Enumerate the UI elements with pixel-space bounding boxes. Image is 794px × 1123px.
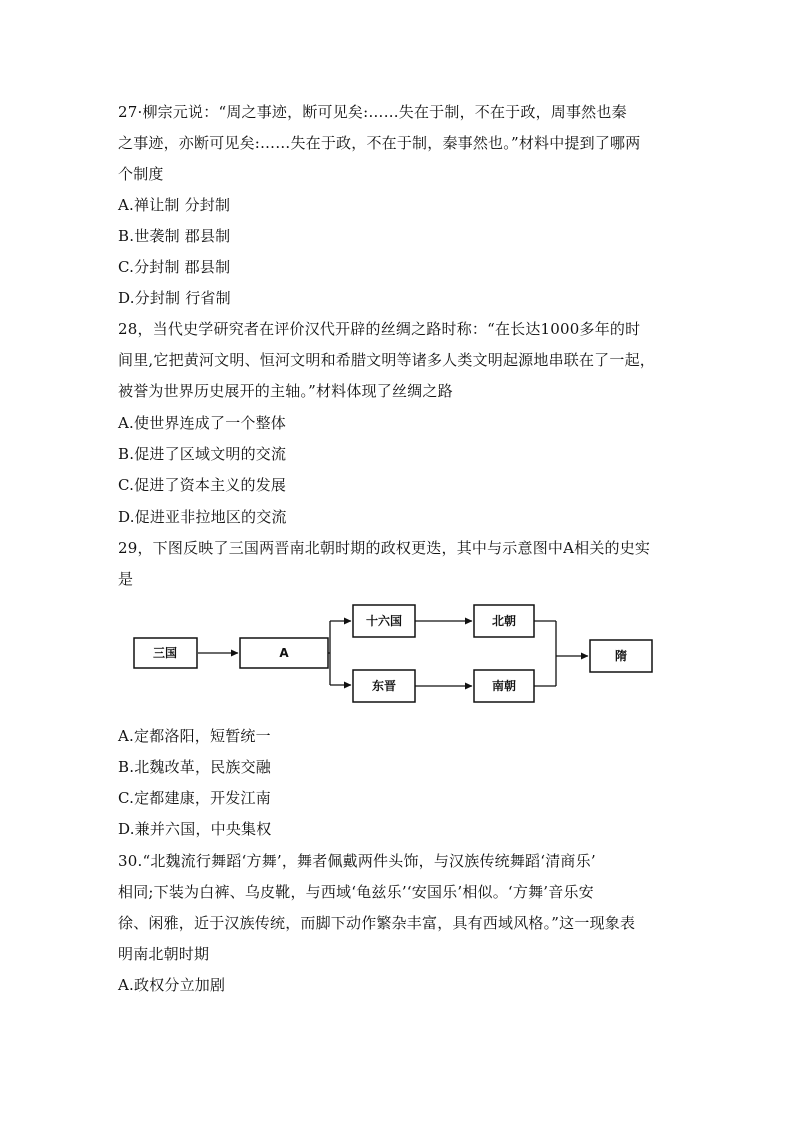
node-shiliuguo-label: 十六国 — [365, 614, 403, 628]
node-dongjin-label: 东晋 — [371, 679, 397, 693]
regime-change-diagram — [110, 596, 670, 714]
q30-option-a: A.政权分立加剧 — [118, 976, 226, 994]
q29-option-a: A.定都洛阳，短暂统一 — [118, 727, 271, 745]
q27-stem-line-3: 个制度 — [118, 165, 164, 183]
node-sanguo-label: 三国 — [152, 646, 178, 660]
node-nanchao-label: 南朝 — [491, 679, 517, 693]
node-sui-label: 隋 — [614, 649, 628, 663]
q27-stem-line-1: 27·柳宗元说：“周之事迹，断可见矣:……失在于制，不在于政，周事然也秦 — [118, 103, 627, 121]
node-nanchao — [474, 670, 534, 702]
q28-option-b: B.促进了区域文明的交流 — [118, 445, 287, 463]
q30-stem-line-3: 徐、闲雅，近于汉族传统，而脚下动作繁杂丰富，具有西域风格。”这一现象表 — [118, 914, 636, 932]
node-sanguo — [134, 638, 197, 668]
node-sui — [590, 640, 652, 672]
node-a-label: A — [279, 646, 289, 660]
q29-option-d: D.兼并六国，中央集权 — [118, 820, 272, 838]
node-beichao-label: 北朝 — [491, 614, 517, 628]
node-dongjin — [353, 670, 415, 702]
q30-stem-line-4: 明南北朝时期 — [118, 945, 210, 963]
q27-option-b: B.世袭制 郡县制 — [118, 227, 231, 245]
q27-option-d: D.分封制 行省制 — [118, 289, 231, 307]
node-beichao — [474, 605, 534, 637]
q28-option-c: C.促进了资本主义的发展 — [118, 476, 287, 494]
q29-option-b: B.北魏改革，民族交融 — [118, 758, 271, 776]
q30-stem-line-1: 30.“北魏流行舞蹈‘方舞’，舞者佩戴两件头饰，与汉族传统舞蹈‘清商乐’ — [118, 852, 596, 870]
q29-stem-line-2: 是 — [118, 570, 134, 588]
q28-option-a: A.使世界连成了一个整体 — [118, 414, 287, 432]
q30-stem-line-2: 相同;下装为白裤、乌皮靴，与西域‘龟兹乐’‘安国乐’相似。‘方舞’音乐安 — [118, 883, 594, 901]
q29-option-c: C.定都建康，开发江南 — [118, 789, 271, 807]
q28-option-d: D.促进亚非拉地区的交流 — [118, 508, 287, 526]
node-a — [240, 638, 328, 668]
q29-stem-line-1: 29，下图反映了三国两晋南北朝时期的政权更迭，其中与示意图中A相关的史实 — [118, 539, 651, 557]
q28-stem-line-3: 被誉为世界历史展开的主轴。”材料体现了丝绸之路 — [118, 382, 453, 400]
q27-option-c: C.分封制 郡县制 — [118, 258, 231, 276]
q28-stem-line-2: 间里,它把黄河文明、恒河文明和希腊文明等诸多人类文明起源地串联在了一起， — [118, 351, 655, 369]
node-shiliuguo — [353, 605, 415, 637]
q28-stem-line-1: 28，当代史学研究者在评价汉代开辟的丝绸之路时称：“在长达1000多年的时 — [118, 320, 641, 338]
q27-stem-line-2: 之事迹，亦断可见矣:……失在于政，不在于制，秦事然也。”材料中提到了哪两 — [118, 134, 641, 152]
q27-option-a: A.禅让制 分封制 — [118, 196, 231, 214]
